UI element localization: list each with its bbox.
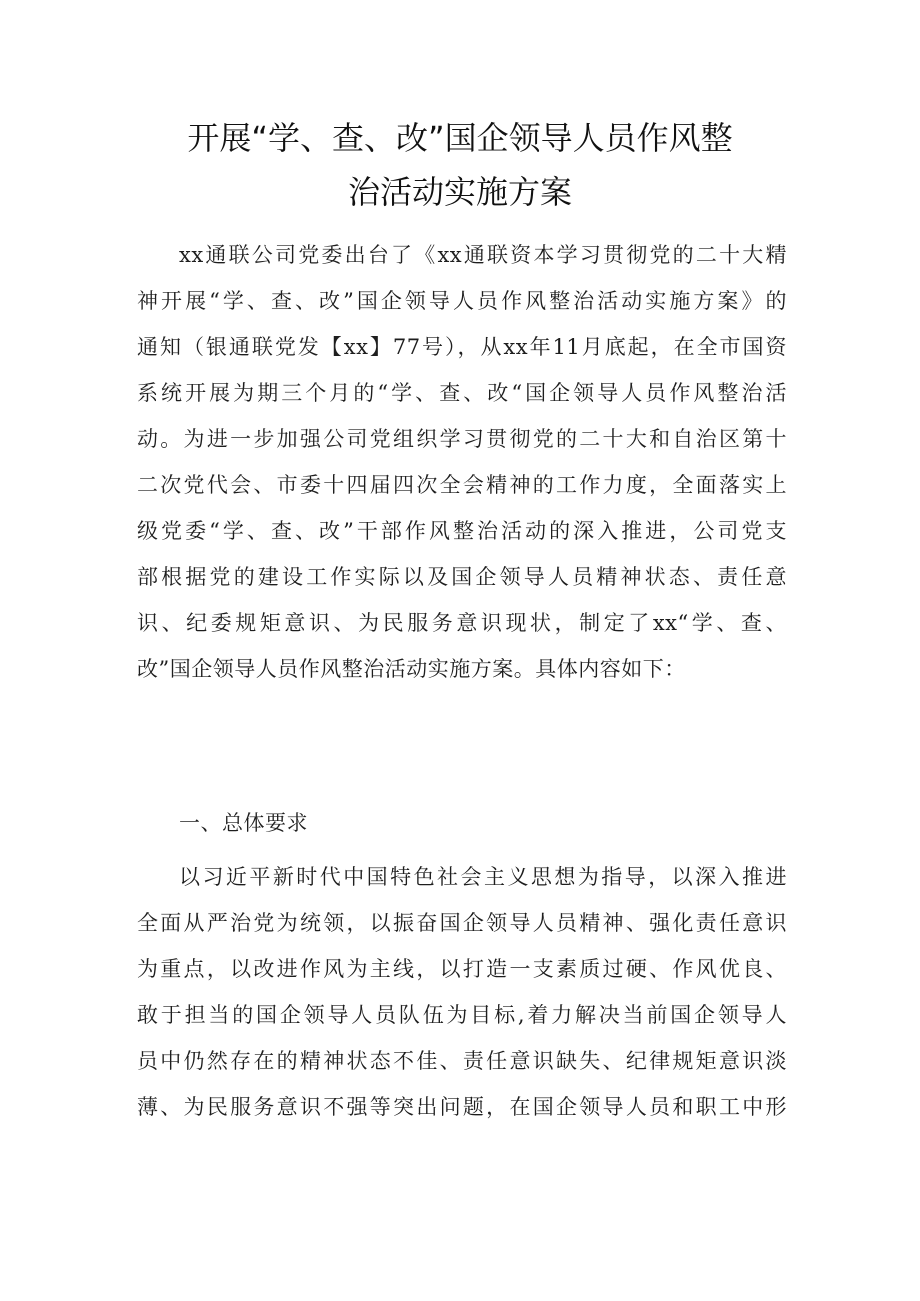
paragraph-line: 为重点，以改进作风为主线，以打造一支素质过硬、作风优良、 [137, 957, 787, 981]
paragraph-line: 全面从严治党为统领，以振奋国企领导人员精神、强化责任意识 [137, 911, 787, 935]
section-heading [137, 800, 787, 846]
paragraph-line: 二次党代会、市委十四届四次全会精神的工作力度，全面落实上 [137, 473, 787, 497]
paragraph-line: 薄、为民服务意识不强等突出问题，在国企领导人员和职工中形 [137, 1095, 787, 1119]
paragraph-line: 级党委“学、查、改”干部作风整治活动的深入推进，公司党支 [137, 519, 787, 543]
requirements-paragraph [137, 854, 787, 1130]
paragraph-line: 识、纪委规矩意识、为民服务意识现状，制定了xx“学、查、 [137, 611, 787, 635]
paragraph-line: 以习近平新时代中国特色社会主义思想为指导，以深入推进 [179, 865, 787, 889]
paragraph-line: 系统开展为期三个月的“学、查、改“国企领导人员作风整治活 [137, 381, 787, 405]
paragraph-line: 部根据党的建设工作实际以及国企领导人员精神状态、责任意 [137, 565, 787, 589]
paragraph-line: 神开展“学、查、改”国企领导人员作风整治活动实施方案》的 [137, 289, 787, 313]
paragraph-line: 通知（银通联党发【xx】77号），从xx年11月底起，在全市国资 [137, 335, 787, 359]
paragraph-line: 敢于担当的国企领导人员队伍为目标,着力解决当前国企领导人 [137, 1003, 787, 1027]
paragraph-line: 改”国企领导人员作风整治活动实施方案。具体内容如下： [137, 657, 686, 681]
document-title-line-1: 开展“学、查、改”国企领导人员作风整 [187, 119, 733, 157]
intro-paragraph [137, 232, 787, 692]
document-title-line-2: 治活动实施方案 [347, 173, 572, 211]
paragraph-line: 员中仍然存在的精神状态不佳、责任意识缺失、纪律规矩意识淡 [137, 1049, 787, 1073]
section-1-heading: 一、总体要求 [179, 811, 308, 835]
paragraph-line: 动。为进一步加强公司党组织学习贯彻党的二十大和自治区第十 [137, 427, 787, 451]
paragraph-line: xx通联公司党委出台了《xx通联资本学习贯彻党的二十大精 [179, 243, 787, 267]
